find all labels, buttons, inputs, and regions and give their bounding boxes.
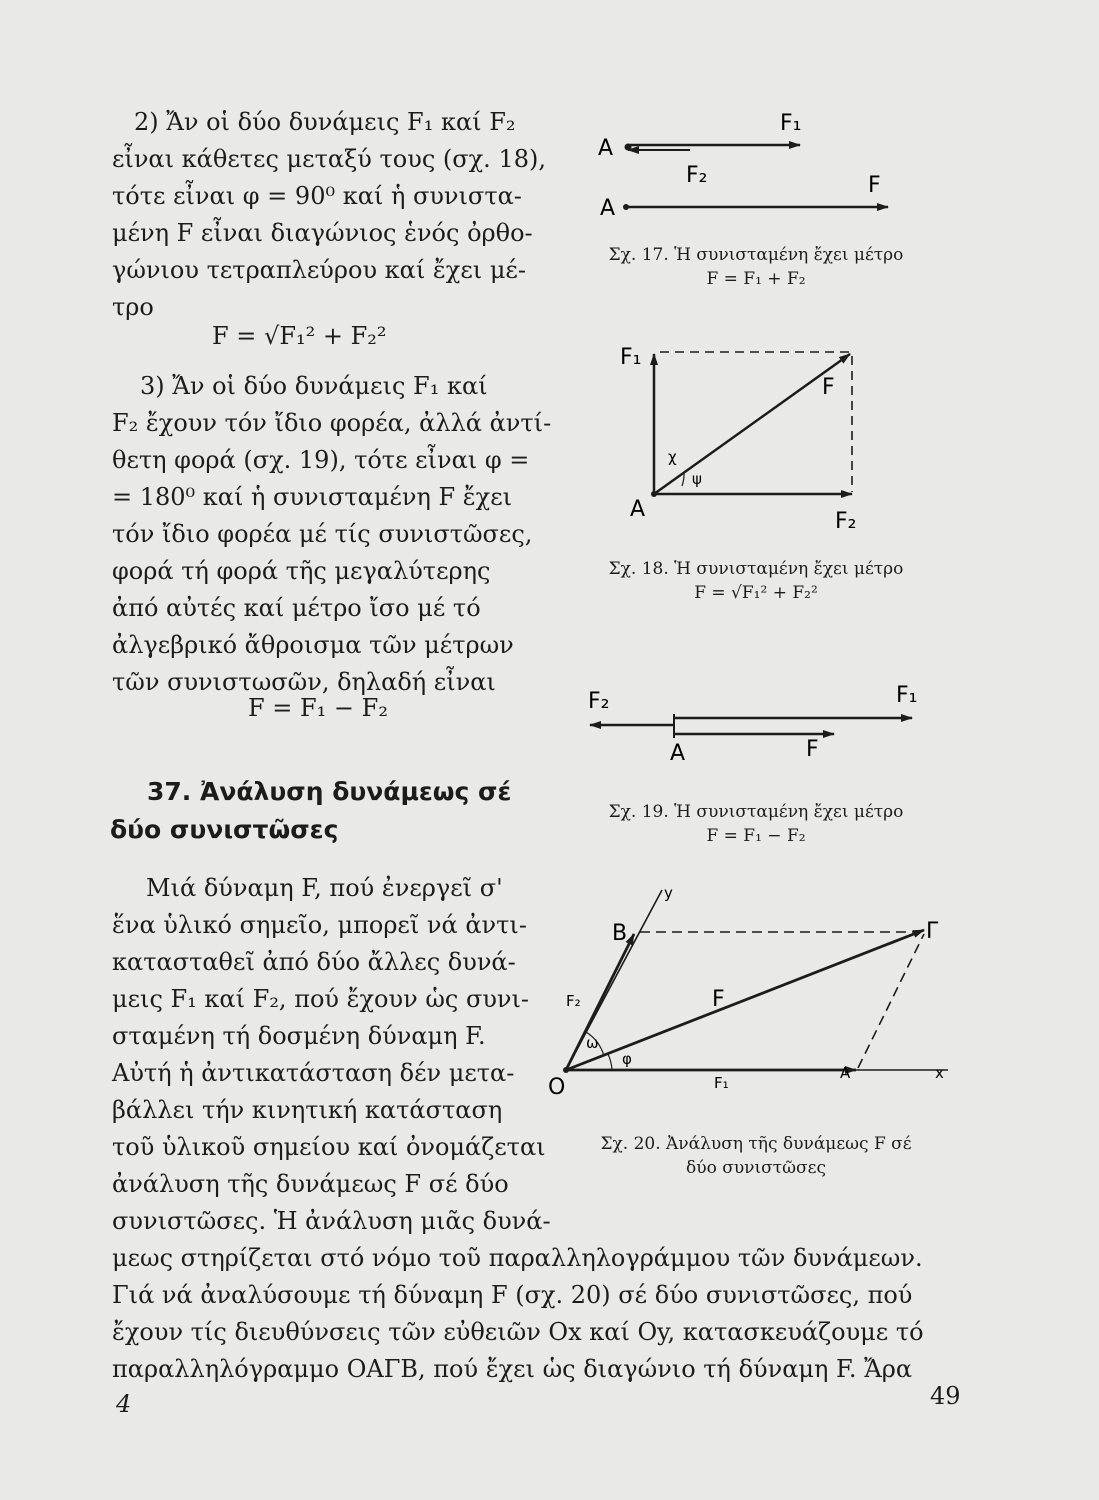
label-f: F — [806, 737, 819, 762]
text-line: μένη F εἶναι διαγώνιος ἑνός ὀρθο- — [112, 219, 533, 247]
label-f1: F₁ — [714, 1074, 729, 1092]
figure-18 — [620, 345, 856, 534]
text-line: 3) Ἄν οἱ δύο δυνάμεις F₁ καί — [140, 372, 488, 400]
caption-line: Σχ. 18. Ἡ συνισταμένη ἔχει μέτρο — [608, 559, 904, 579]
caption-line: Σχ. 19. Ἡ συνισταμένη ἔχει μέτρο — [608, 802, 904, 822]
label-y: y — [664, 884, 673, 902]
text-line: σταμένη τή δοσμένη δύναμη F. — [112, 1022, 486, 1050]
text-line: κατασταθεῖ ἀπό δύο ἄλλες δυνά- — [112, 948, 516, 976]
text-line: τότε εἶναι φ = 90⁰ καί ἡ συνιστα- — [112, 182, 522, 210]
label-a: A — [840, 1064, 851, 1082]
text-line: ἕνα ὑλικό σημεῖο, μπορεῖ νά ἀντι- — [112, 911, 527, 939]
text-line: θετη φορά (σχ. 19), τότε εἶναι φ = — [112, 446, 530, 474]
label-angle-chi: χ — [668, 448, 677, 466]
label-a: A — [630, 497, 646, 522]
text-line: μεως στηρίζεται στό νόμο τοῦ παραλληλογράμμου τῶν δυνάμεων. — [112, 1244, 923, 1272]
label-f1: F₁ — [620, 345, 642, 370]
text-line: F₂ ἔχουν τόν ἴδιο φορέα, ἀλλά ἀντί- — [112, 409, 552, 437]
text-line: Μιά δύναμη F, πού ἐνεργεῖ σ' — [146, 874, 503, 902]
point-o — [563, 1067, 569, 1073]
label-phi: φ — [622, 1050, 632, 1068]
text-line: ἀπό αὐτές καί μέτρο ἴσο μέ τό — [112, 594, 481, 622]
text-line: τοῦ ὑλικοῦ σημείου καί ὀνομάζεται — [112, 1133, 546, 1161]
label-f: F — [868, 173, 881, 198]
text-line: μεις F₁ καί F₂, πού ἔχουν ὡς συνι- — [112, 985, 530, 1013]
label-angle-psi: ψ — [692, 470, 702, 488]
section-title-line-1: 37. Ἀνάλυση δυνάμεως σέ — [147, 777, 512, 806]
label-f2: F₂ — [686, 163, 708, 188]
label-omega: ω — [586, 1034, 599, 1052]
label-f: F — [712, 987, 725, 1012]
text-line: Γιά νά ἀναλύσουμε τή δύναμη F (σχ. 20) σέ δύο συνιστῶσες, πού — [112, 1281, 913, 1309]
text-line: ἀλγεβρικό ἄθροισμα τῶν μέτρων — [112, 631, 514, 659]
label-b: B — [612, 921, 628, 946]
caption-fig-17 — [566, 243, 946, 291]
label-gamma: Γ — [926, 919, 939, 944]
text-line: 2) Ἄν οἱ δύο δυνάμεις F₁ καί F₂ — [134, 108, 516, 136]
point-a — [651, 491, 657, 497]
formula-resultant-perpendicular: F = √F₁² + F₂² — [212, 322, 387, 350]
label-a: A — [600, 196, 616, 221]
caption-line: F = √F₁² + F₂² — [694, 583, 818, 603]
label-x: x — [935, 1064, 944, 1082]
text-line: τόν ἴδιο φορέα μέ τίς συνιστῶσες, — [112, 520, 533, 548]
formula-resultant-opposite: F = F₁ − F₂ — [248, 694, 388, 722]
text-line: τῶν συνιστωσῶν, δηλαδή εἶναι — [112, 668, 496, 696]
text-line: Αὐτή ἡ ἀντικατάσταση δέν μετα- — [112, 1059, 515, 1087]
figure-20 — [548, 884, 948, 1100]
dashed-line-ag — [858, 934, 924, 1068]
angle-arc-phi — [608, 1054, 612, 1070]
label-a: A — [670, 741, 686, 766]
text-line: παραλληλόγραμμο ΟΑΓΒ, πού ἔχει ὡς διαγώνιο τή δύναμη F. Ἄρα — [112, 1355, 913, 1383]
label-f: F — [822, 375, 835, 400]
caption-line: Σχ. 20. Ἀνάλυση τῆς δυνάμεως F σέ — [600, 1134, 912, 1154]
page-number: 49 — [930, 1382, 961, 1410]
signature-mark: 4 — [116, 1390, 132, 1418]
caption-fig-19 — [566, 800, 946, 848]
text-line: βάλλει τήν κινητική κατάσταση — [112, 1096, 503, 1124]
caption-line: Σχ. 17. Ἡ συνισταμένη ἔχει μέτρο — [608, 245, 904, 265]
text-line: γώνιου τετραπλεύρου καί ἔχει μέ- — [112, 256, 526, 284]
text-line: ἀνάλυση τῆς δυνάμεως F σέ δύο — [112, 1170, 509, 1198]
point-a — [623, 204, 629, 210]
figure-17 — [598, 111, 888, 221]
label-o: O — [548, 1075, 566, 1100]
vector-f — [566, 930, 924, 1070]
caption-line: F = F₁ + F₂ — [706, 269, 806, 289]
label-a: A — [598, 136, 614, 161]
text-line: = 180⁰ καί ἡ συνισταμένη F ἔχει — [112, 483, 513, 511]
section-title-line-2: δύο συνιστῶσες — [110, 815, 339, 844]
caption-line: F = F₁ − F₂ — [706, 826, 806, 846]
text-line: τρο — [112, 293, 154, 321]
text-line: ἔχουν τίς διευθύνσεις τῶν εὐθειῶν Ox καί Oy, κατασκευάζουμε τό — [112, 1318, 924, 1346]
label-f2: F₂ — [835, 509, 857, 534]
vector-f — [654, 354, 850, 494]
label-f2: F₂ — [588, 689, 610, 714]
label-f1: F₁ — [896, 683, 918, 708]
text-line: συνιστῶσες. Ἡ ἀνάλυση μιᾶς δυνά- — [112, 1207, 551, 1235]
point-a — [625, 144, 632, 151]
label-f1: F₁ — [780, 111, 802, 136]
caption-fig-18 — [566, 557, 946, 605]
figure-19 — [588, 683, 917, 766]
text-line: εἶναι κάθετες μεταξύ τους (σχ. 18), — [112, 145, 546, 173]
caption-fig-20 — [566, 1132, 946, 1180]
text-line: φορά τή φορά τῆς μεγαλύτερης — [112, 557, 491, 585]
caption-line: δύο συνιστῶσες — [686, 1158, 826, 1178]
label-f2: F₂ — [566, 992, 581, 1010]
